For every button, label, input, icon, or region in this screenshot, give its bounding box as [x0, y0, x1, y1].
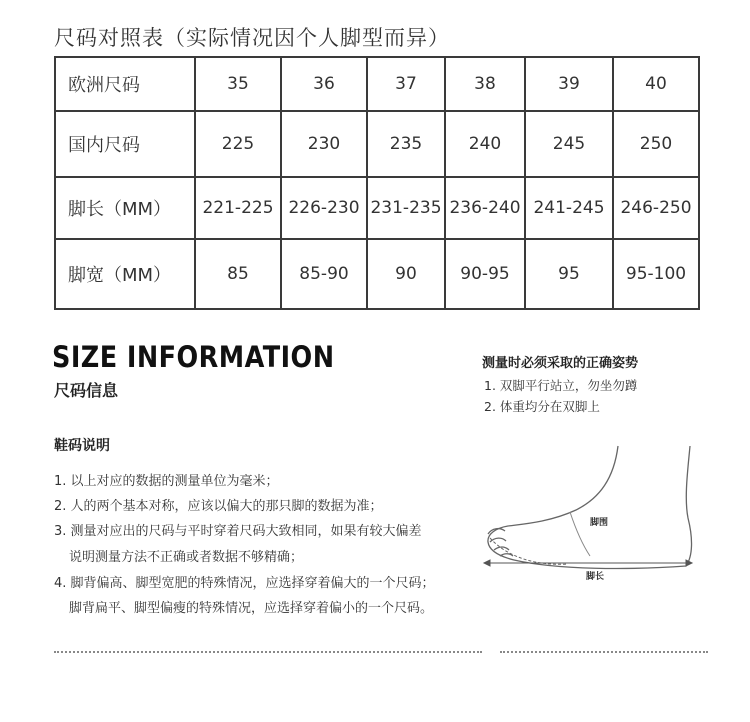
table-cell: 245 — [525, 111, 613, 177]
table-row-foot-length — [55, 177, 699, 239]
foot-outline-icon — [488, 446, 692, 568]
girth-label: 脚围 — [590, 518, 609, 528]
table-cell: 225 — [195, 111, 281, 177]
table-row-cn-size — [55, 111, 699, 177]
table-cell: 241-245 — [525, 177, 613, 239]
table-cell: 38 — [445, 57, 525, 111]
divider-line-left — [54, 651, 482, 653]
size-information-subheading: 尺码信息 — [54, 381, 119, 400]
table-cell: 90-95 — [445, 239, 525, 309]
table-cell: 240 — [445, 111, 525, 177]
table-cell: 95-100 — [613, 239, 699, 309]
table-cell: 36 — [281, 57, 367, 111]
row-header-cn-size: 国内尺码 — [55, 111, 195, 177]
measure-posture-item: 2. 体重均分在双脚上 — [484, 399, 600, 414]
note-line: 脚背扁平、脚型偏瘦的特殊情况，应选择穿着偏小的一个尺码。 — [69, 601, 434, 616]
page-title: 尺码对照表（实际情况因个人脚型而异） — [54, 26, 450, 50]
divider-line-right — [500, 651, 708, 653]
foot-measurement-diagram — [478, 438, 713, 588]
row-header-eu-size: 欧洲尺码 — [55, 57, 195, 111]
size-chart-table — [54, 56, 700, 310]
length-label: 脚长 — [586, 572, 605, 582]
table-row-eu-size — [55, 57, 699, 111]
table-cell: 37 — [367, 57, 445, 111]
table-cell: 231-235 — [367, 177, 445, 239]
table-row-foot-width — [55, 239, 699, 309]
table-cell: 250 — [613, 111, 699, 177]
table-cell: 90 — [367, 239, 445, 309]
table-cell: 95 — [525, 239, 613, 309]
row-header-foot-width: 脚宽（MM） — [55, 239, 195, 309]
table-cell: 246-250 — [613, 177, 699, 239]
table-cell: 85 — [195, 239, 281, 309]
note-line: 4. 脚背偏高、脚型宽肥的特殊情况，应选择穿着偏大的一个尺码； — [54, 576, 435, 591]
measure-posture-title: 测量时必须采取的正确姿势 — [482, 356, 639, 371]
shoe-size-notes-title: 鞋码说明 — [54, 438, 110, 454]
table-cell: 39 — [525, 57, 613, 111]
row-header-foot-length: 脚长（MM） — [55, 177, 195, 239]
table-cell: 221-225 — [195, 177, 281, 239]
size-information-heading: SIZE INFORMATION — [52, 340, 335, 374]
table-cell: 226-230 — [281, 177, 367, 239]
girth-line-icon — [570, 512, 590, 556]
note-line: 说明测量方法不正确或者数据不够精确； — [69, 550, 304, 565]
note-line: 1. 以上对应的数据的测量单位为毫米； — [54, 474, 279, 489]
table-cell: 35 — [195, 57, 281, 111]
table-cell: 236-240 — [445, 177, 525, 239]
note-line: 3. 测量对应出的尺码与平时穿着尺码大致相同，如果有较大偏差 — [54, 524, 422, 539]
table-cell: 230 — [281, 111, 367, 177]
girth-curve-icon — [490, 538, 568, 564]
table-cell: 235 — [367, 111, 445, 177]
note-line: 2. 人的两个基本对称，应该以偏大的那只脚的数据为准； — [54, 499, 383, 514]
table-cell: 40 — [613, 57, 699, 111]
measure-posture-item: 1. 双脚平行站立，勿坐勿蹲 — [484, 378, 638, 393]
table-cell: 85-90 — [281, 239, 367, 309]
